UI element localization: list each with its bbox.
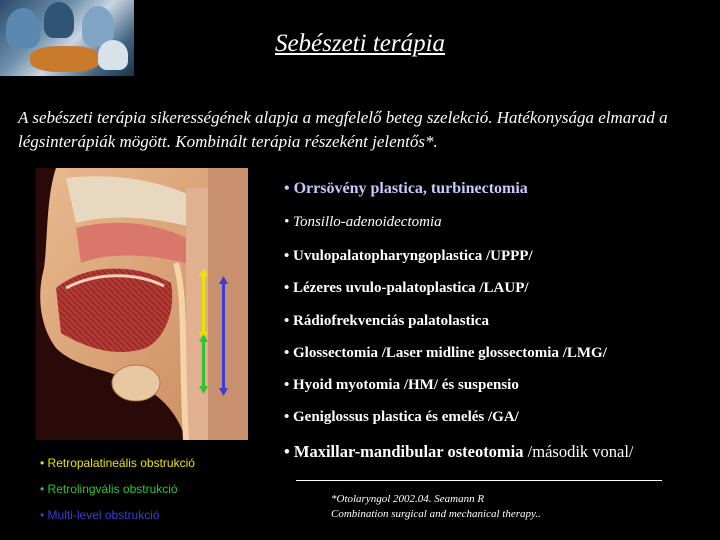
list-item: • Glossectomia /Laser midline glossectomia /LMG/ xyxy=(284,345,607,361)
list-item xyxy=(284,442,634,462)
legend-label: • Retropalatineális obstrukció xyxy=(40,456,195,470)
anatomy-image xyxy=(36,168,248,440)
reference-line-2: Combination surgical and mechanical therapy.. xyxy=(331,508,541,520)
head-cross-section-illustration xyxy=(36,168,248,440)
legend-label: • Multi-level obstrukció xyxy=(40,508,160,522)
list-item-bold-text: • Maxillar-mandibular osteotomia xyxy=(284,442,524,461)
list-item: • Lézeres uvulo-palatoplastica /LAUP/ xyxy=(284,280,529,296)
legend-label: • Retrolingvális obstrukció xyxy=(40,482,178,496)
reference-line-1: *Otolaryngol 2002.04. Seamann R xyxy=(331,493,485,505)
intro-text: A sebészeti terápia sikerességének alapja a megfelelő beteg szelekció. Hatékonysága elmarad a légsinterápiák mögött. Kombinált terápia részeként jelentős*. xyxy=(18,108,668,151)
surgery-photo xyxy=(0,0,134,76)
list-item: • Tonsillo-adenoidectomia xyxy=(284,214,442,230)
list-item: • Uvulopalatopharyngoplastica /UPPP/ xyxy=(284,248,533,264)
reference-divider xyxy=(296,480,662,481)
list-item: • Orrsövény plastica, turbinectomia xyxy=(284,180,528,197)
list-item: • Geniglossus plastica és emelés /GA/ xyxy=(284,409,519,425)
legend-retropalatal xyxy=(40,456,195,470)
list-item-note: /második vonal/ xyxy=(523,442,634,461)
page-title: Sebészeti terápia xyxy=(274,30,446,57)
legend-retrolingual xyxy=(40,482,178,496)
list-item: • Rádiofrekvenciás palatolastica xyxy=(284,313,489,329)
list-item: • Hyoid myotomia /HM/ és suspensio xyxy=(284,377,519,393)
legend-multilevel xyxy=(40,508,160,522)
reference-note xyxy=(331,492,631,522)
